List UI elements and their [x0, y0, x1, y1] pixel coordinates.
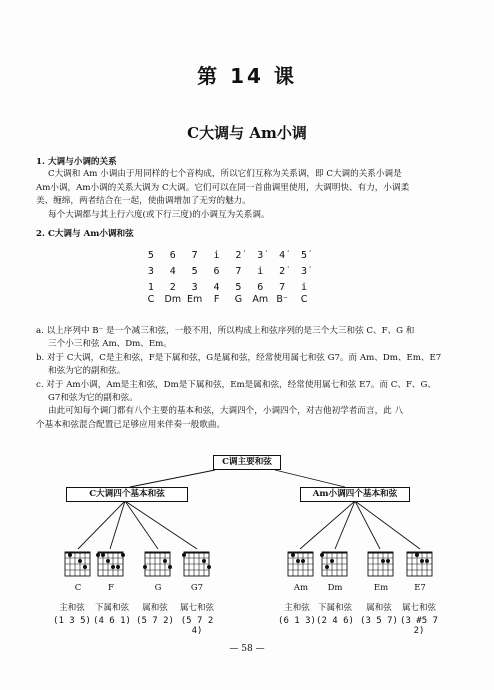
- lesson-title: 第 14 课: [197, 64, 297, 88]
- left-group-box: C大调四个基本和弦: [66, 487, 188, 502]
- chord-function-label: 属和弦: [142, 603, 168, 613]
- scale-cell: 3̇: [301, 266, 308, 277]
- chord-function-label: 主和弦: [284, 603, 310, 613]
- scale-cell: 4̇: [279, 250, 286, 261]
- chord-cell: Am: [252, 294, 269, 305]
- note-line: 和弦为它的副和弦。: [48, 366, 126, 376]
- scale-cell: 4: [213, 282, 220, 293]
- note-line: 个基本和弦混合配置已足够应用来伴奏一般歌曲。: [36, 420, 226, 430]
- scale-cell: i: [257, 266, 264, 277]
- chord-function-label: 下属和弦: [317, 603, 352, 613]
- section1-line: 每个大调都与其上行六度(或下行三度)的小调互为关系调。: [48, 210, 270, 220]
- note-line: G7和弦为它的副和弦。: [48, 393, 138, 403]
- scale-cell: 6: [169, 250, 176, 261]
- chord-notes: (4 6 1): [93, 616, 131, 626]
- scale-cell: 5̇: [301, 250, 308, 261]
- chord-diagram-e7: [405, 550, 435, 578]
- scale-cell: 2̇: [279, 266, 286, 277]
- chord-name: Am: [293, 583, 309, 593]
- chord-name: F: [108, 583, 114, 593]
- scale-cell: 4: [169, 266, 176, 277]
- chord-function-label: 属和弦: [366, 603, 392, 613]
- main-title: C大调与 Am小调: [187, 124, 307, 142]
- chord-notes: (6 1 3): [278, 616, 316, 626]
- scale-cell: i: [301, 282, 308, 293]
- scale-cell: 7: [235, 266, 242, 277]
- scale-cell: 3: [147, 266, 154, 277]
- chord-cell: C: [300, 294, 308, 305]
- page-number: — 58 —: [229, 644, 265, 654]
- chord-diagram-f: [96, 550, 126, 578]
- note-line: 三个小三和弦 Am、Dm、Em。: [48, 339, 172, 349]
- note-line: a. 以上序列中 B⁻ 是一个减三和弦，一般不用，所以构成上和弦序列的是三个大三和弦 C、F、G 和: [36, 326, 415, 336]
- chord-diagram-am: [286, 550, 316, 578]
- scale-cell: 5: [147, 250, 154, 261]
- right-group-box: Am小调四个基本和弦: [300, 487, 410, 502]
- chord-cell: C: [147, 294, 155, 305]
- note-line: b. 对于 C大调，C是主和弦，F是下属和弦，G是属和弦，经常使用属七和弦 G7。而 Am、Dm、Em、E7: [36, 353, 442, 363]
- chord-cell: G: [234, 294, 243, 305]
- chord-cell: Dm: [164, 294, 182, 305]
- note-line: 由此可知每个调门都有八个主要的基本和弦，大调四个，小调四个，对吉他初学者而言，此 八: [48, 406, 404, 416]
- scale-cell: 3: [191, 282, 198, 293]
- section1-line: 美、缠绵，两者结合在一起，使曲调增加了无穷的魅力。: [36, 196, 251, 206]
- scale-cell: 5: [235, 282, 242, 293]
- chord-name: C: [74, 583, 82, 593]
- chord-name: E7: [414, 583, 426, 593]
- chord-cell: B⁻: [276, 294, 288, 305]
- scale-cell: 2̇: [235, 250, 242, 261]
- section1-line: Am小调，Am小调的关系大调为 C大调。它们可以在同一首曲调里使用，大调明快、有力，小调柔: [36, 182, 410, 193]
- chord-notes: (5 7 2 4): [180, 616, 214, 636]
- chord-diagram-g: [143, 550, 173, 578]
- root-box: C调主要和弦: [213, 455, 281, 470]
- chord-notes: (3 #5 7 2): [400, 616, 438, 636]
- chord-notes: (1 3 5): [53, 616, 91, 626]
- scale-cell: 7: [191, 250, 198, 261]
- chord-diagram-dm: [320, 550, 350, 578]
- section1-heading: 1. 大调与小调的关系: [36, 157, 117, 167]
- chord-name: G7: [190, 583, 204, 593]
- chord-name: G: [154, 583, 162, 593]
- section1-line: C大调和 Am 小调由于用同样的七个音构成，所以它们互称为关系调，即 C大调的关系小调是: [48, 169, 402, 179]
- chord-cell: Em: [187, 294, 203, 305]
- scale-cell: 7: [279, 282, 286, 293]
- chord-function-label: 下属和弦: [94, 603, 129, 613]
- scale-cell: 6: [213, 266, 220, 277]
- chord-diagram-em: [366, 550, 396, 578]
- chord-cell: F: [213, 294, 220, 305]
- scale-cell: 2: [169, 282, 176, 293]
- chord-name: Dm: [327, 583, 343, 593]
- chord-notes: (5 7 2): [136, 616, 174, 626]
- note-line: c. 对于 Am小调，Am是主和弦，Dm是下属和弦，Em是属和弦，经常使用属七和弦 E7。而 C、F、G、: [36, 380, 436, 390]
- scale-cell: 5: [191, 266, 198, 277]
- chord-function-label: 属七和弦: [179, 603, 214, 613]
- chord-name: Em: [373, 583, 389, 593]
- chord-diagram-c: [63, 550, 93, 578]
- chord-function-label: 属七和弦: [401, 603, 436, 613]
- chord-notes: (2 4 6): [316, 616, 354, 626]
- chord-diagram-g7: [182, 550, 212, 578]
- scale-cell: i: [213, 250, 220, 261]
- section2-heading: 2. C大调与 Am小调和弦: [36, 229, 134, 239]
- scale-cell: 3̇: [257, 250, 264, 261]
- chord-notes: (3 5 7): [360, 616, 398, 626]
- scale-cell: 1: [147, 282, 154, 293]
- scale-cell: 6: [257, 282, 264, 293]
- chord-function-label: 主和弦: [59, 603, 85, 613]
